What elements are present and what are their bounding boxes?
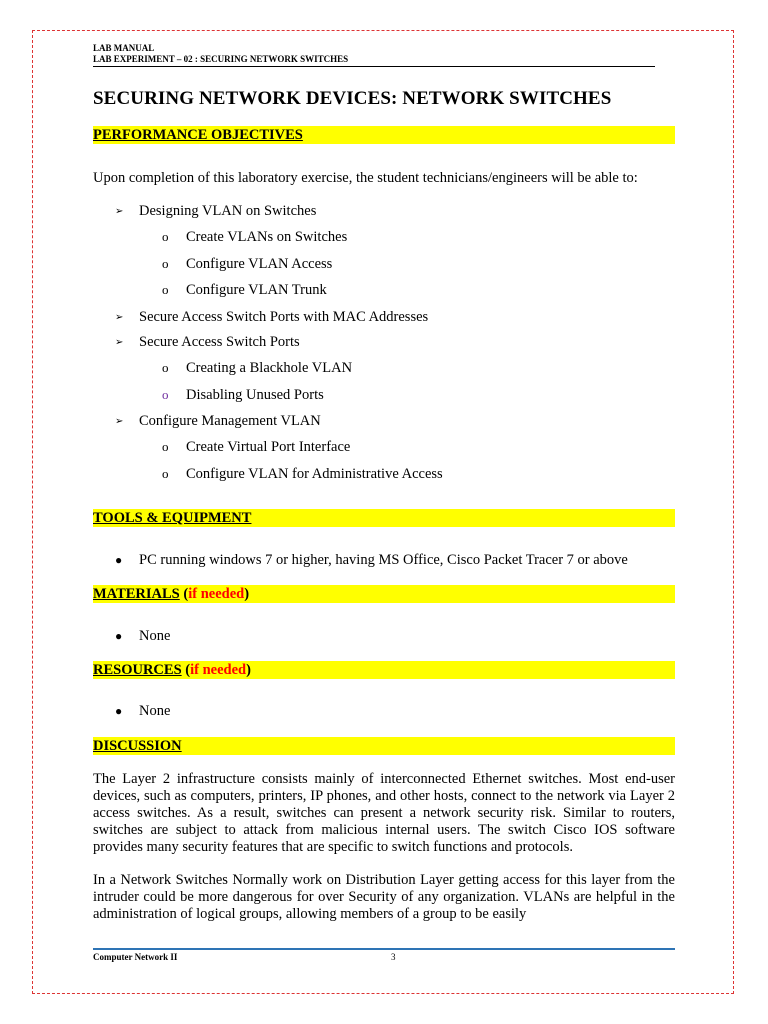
circle-bullet-icon: o: [162, 282, 169, 297]
discussion-paragraph: The Layer 2 infrastructure consists mainly of interconnected Ethernet switches. Most end-user devices, such as computers, printers, IP phones, and other hosts, connect to the network via Layer 2 access switches. As a result, switches can present a network security risk. Similar to routers, switches are subject to attack from malicious internal users. The switch Cisco IOS software provides many security features that are specific to switch functions and protocols.: [93, 771, 675, 855]
footer-course: Computer Network II: [93, 952, 178, 962]
section-heading: MATERIALS: [93, 586, 180, 602]
objective-item: ➢ Secure Access Switch Ports: [115, 334, 300, 350]
objective-subitem: o Create VLANs on Switches: [162, 229, 348, 245]
section-heading: PERFORMANCE OBJECTIVES: [93, 127, 303, 143]
objective-item: ➢ Designing VLAN on Switches: [115, 203, 317, 219]
circle-bullet-icon: o: [162, 466, 169, 481]
section-resources: RESOURCES (if needed): [93, 661, 675, 679]
dot-bullet-icon: ●: [115, 553, 123, 567]
section-discussion: [93, 737, 675, 755]
section-tools-equipment: [93, 509, 675, 527]
arrow-bullet-icon: ➢: [115, 337, 124, 348]
objective-subitem: o Configure VLAN Access: [162, 256, 333, 272]
footer-page-number: 3: [391, 952, 396, 962]
arrow-bullet-icon: ➢: [115, 206, 124, 217]
objective-subitem: o Configure VLAN Trunk: [162, 282, 327, 298]
page-header: [93, 43, 655, 67]
objective-subitem: o Creating a Blackhole VLAN: [162, 360, 353, 376]
objective-subitem: o Create Virtual Port Interface: [162, 439, 351, 455]
resources-item: ● None: [115, 703, 171, 719]
circle-bullet-icon: o: [162, 256, 169, 271]
circle-bullet-icon: o: [162, 439, 169, 454]
header-line-2: LAB EXPERIMENT – 02 : SECURING NETWORK SWITCHES: [93, 54, 655, 67]
section-heading: DISCUSSION: [93, 738, 182, 754]
materials-item: ● None: [115, 628, 171, 644]
section-heading: RESOURCES: [93, 662, 182, 678]
circle-bullet-icon: o: [162, 229, 169, 244]
circle-bullet-icon: o: [162, 387, 169, 402]
section-heading: TOOLS & EQUIPMENT: [93, 510, 252, 526]
tools-item: ● PC running windows 7 or higher, having MS Office, Cisco Packet Tracer 7 or above: [115, 552, 628, 568]
arrow-bullet-icon: ➢: [115, 416, 124, 427]
header-line-1: LAB MANUAL: [93, 43, 155, 53]
section-performance-objectives: [93, 126, 675, 144]
objective-subitem: o Disabling Unused Ports: [162, 387, 324, 403]
document-title: SECURING NETWORK DEVICES: NETWORK SWITCHES: [93, 88, 612, 109]
dot-bullet-icon: ●: [115, 629, 123, 643]
objective-subitem: o Configure VLAN for Administrative Access: [162, 466, 443, 482]
objectives-intro: Upon completion of this laboratory exercise, the student technicians/engineers will be able to:: [93, 170, 638, 186]
circle-bullet-icon: o: [162, 360, 169, 375]
if-needed-note: if needed: [190, 662, 247, 678]
footer-rule: [93, 948, 675, 950]
objective-item: ➢ Secure Access Switch Ports with MAC Addresses: [115, 309, 429, 325]
section-materials: MATERIALS (if needed): [93, 585, 675, 603]
discussion-paragraph: In a Network Switches Normally work on Distribution Layer getting access for this layer from the intruder could be more dangerous for over Security of any organization. VLANs are helpful in the administration of logical groups, allowing members of a group to be easily: [93, 872, 675, 922]
if-needed-note: if needed: [188, 586, 245, 602]
objective-item: ➢ Configure Management VLAN: [115, 413, 321, 429]
arrow-bullet-icon: ➢: [115, 312, 124, 323]
dot-bullet-icon: ●: [115, 704, 123, 718]
